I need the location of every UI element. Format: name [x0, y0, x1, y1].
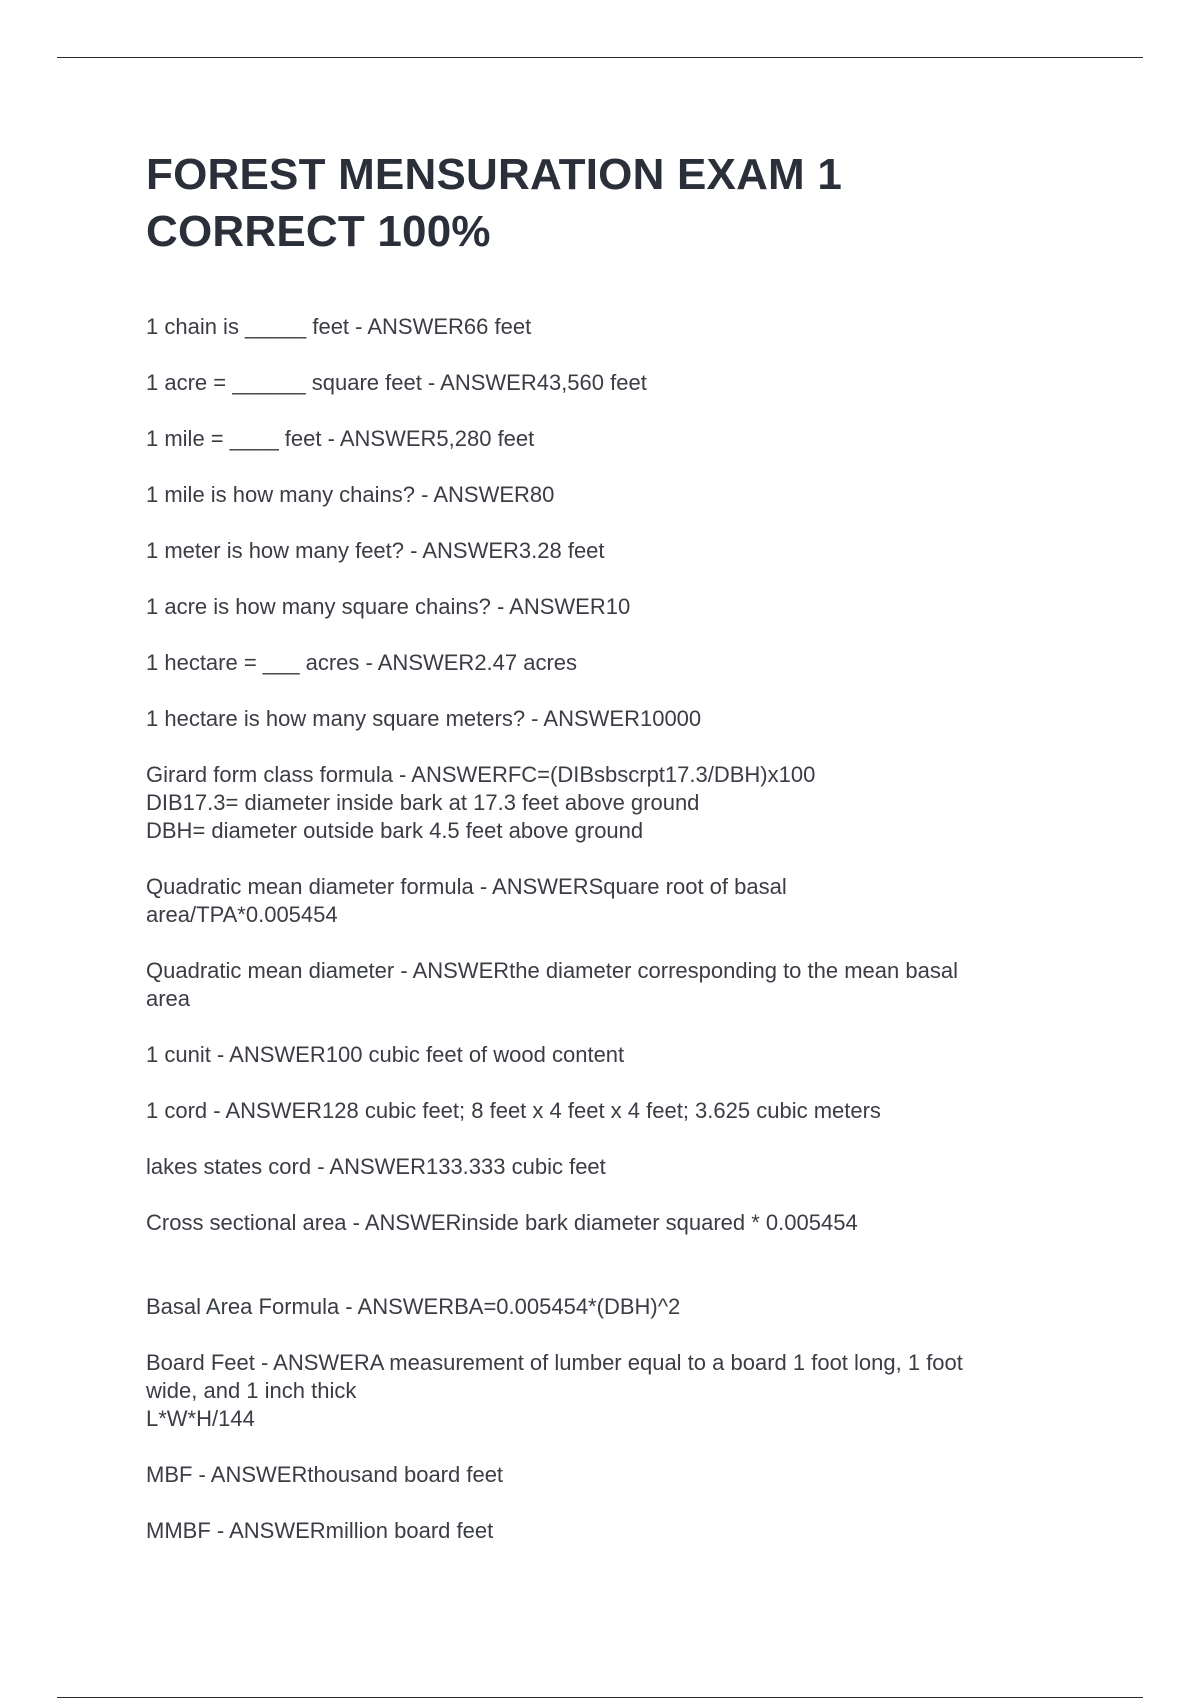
- qa-line: lakes states cord - ANSWER133.333 cubic feet: [146, 1154, 606, 1179]
- qa-item: [146, 1461, 1076, 1489]
- qa-line: 1 cord - ANSWER128 cubic feet; 8 feet x 4 feet x 4 feet; 3.625 cubic meters: [146, 1098, 881, 1123]
- qa-item: [146, 369, 1076, 397]
- qa-item: [146, 705, 1076, 733]
- qa-line: Cross sectional area - ANSWERinside bark diameter squared * 0.005454: [146, 1210, 858, 1235]
- qa-line: 1 meter is how many feet? - ANSWER3.28 feet: [146, 538, 605, 563]
- qa-line: 1 mile is how many chains? - ANSWER80: [146, 482, 555, 507]
- qa-line: MBF - ANSWERthousand board feet: [146, 1462, 504, 1487]
- qa-line: Girard form class formula - ANSWERFC=(DIBsbscrpt17.3/DBH)x100: [146, 762, 816, 787]
- qa-item: [146, 761, 1076, 845]
- qa-line: area: [146, 986, 191, 1011]
- qa-line: DBH= diameter outside bark 4.5 feet above ground: [146, 818, 644, 843]
- document-title: [146, 146, 1076, 260]
- qa-line: 1 hectare = ___ acres - ANSWER2.47 acres: [146, 650, 578, 675]
- qa-line: DIB17.3= diameter inside bark at 17.3 feet above ground: [146, 790, 700, 815]
- qa-item: [146, 649, 1076, 677]
- qa-item: [146, 593, 1076, 621]
- qa-line: 1 acre is how many square chains? - ANSWER10: [146, 594, 631, 619]
- qa-line: MMBF - ANSWERmillion board feet: [146, 1518, 494, 1543]
- qa-item: [146, 1041, 1076, 1069]
- qa-list: [146, 313, 1076, 1545]
- bottom-rule: [57, 1697, 1143, 1698]
- qa-item: [146, 1293, 1076, 1321]
- qa-line: Basal Area Formula - ANSWERBA=0.005454*(DBH)^2: [146, 1294, 681, 1319]
- qa-line: 1 cunit - ANSWER100 cubic feet of wood content: [146, 1042, 625, 1067]
- qa-line: L*W*H/144: [146, 1406, 255, 1431]
- qa-item: [146, 957, 1076, 1013]
- qa-item: [146, 873, 1076, 929]
- qa-line: 1 hectare is how many square meters? - ANSWER10000: [146, 706, 702, 731]
- qa-item: [146, 1517, 1076, 1545]
- qa-item: [146, 1209, 1076, 1237]
- qa-line: 1 mile = ____ feet - ANSWER5,280 feet: [146, 426, 535, 451]
- qa-line: 1 chain is _____ feet - ANSWER66 feet: [146, 314, 532, 339]
- qa-item: [146, 1153, 1076, 1181]
- qa-item: [146, 481, 1076, 509]
- qa-item: [146, 313, 1076, 341]
- qa-item: [146, 537, 1076, 565]
- title-line: FOREST MENSURATION EXAM 1: [146, 150, 843, 199]
- qa-item: [146, 1349, 1076, 1433]
- qa-line: 1 acre = ______ square feet - ANSWER43,560 feet: [146, 370, 647, 395]
- top-rule: [57, 57, 1143, 58]
- qa-line: area/TPA*0.005454: [146, 902, 338, 927]
- qa-line: Board Feet - ANSWERA measurement of lumber equal to a board 1 foot long, 1 foot: [146, 1350, 963, 1375]
- document-body: [146, 146, 1076, 1573]
- qa-line: Quadratic mean diameter formula - ANSWERSquare root of basal: [146, 874, 787, 899]
- title-line: CORRECT 100%: [146, 207, 491, 256]
- qa-line: Quadratic mean diameter - ANSWERthe diameter corresponding to the mean basal: [146, 958, 958, 983]
- qa-line: wide, and 1 inch thick: [146, 1378, 357, 1403]
- qa-item: [146, 1097, 1076, 1125]
- qa-item: [146, 425, 1076, 453]
